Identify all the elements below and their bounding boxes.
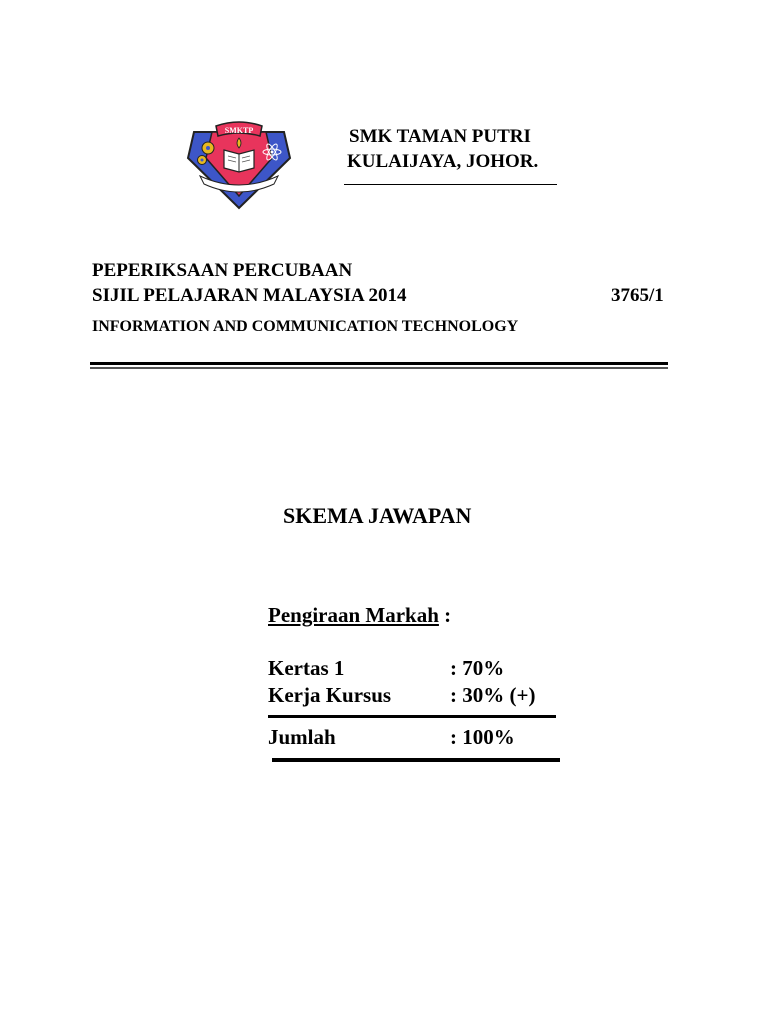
marks-row-label: Kerja Kursus <box>268 683 392 707</box>
marks-row-label: Kertas 1 <box>268 656 345 680</box>
header-divider <box>90 362 668 370</box>
marks-row-value: : 70% <box>450 656 505 680</box>
school-name-underline <box>344 184 557 185</box>
marks-total-value: : 100% <box>450 725 515 749</box>
marks-calculation-heading-text: Pengiraan Markah <box>268 603 439 627</box>
marks-calculation-heading <box>268 603 451 628</box>
exam-title-line-1: PEPERIKSAAN PERCUBAAN <box>92 260 353 281</box>
sum-rule <box>268 715 556 718</box>
marks-row-value: : 30% (+) <box>450 683 536 707</box>
marks-total-label: Jumlah <box>268 725 336 749</box>
paper-code: 3765/1 <box>611 285 664 306</box>
subject-title: INFORMATION AND COMMUNICATION TECHNOLOGY <box>92 318 519 335</box>
school-crest-logo <box>186 118 292 210</box>
answer-scheme-title: SKEMA JAWAPAN <box>283 503 472 528</box>
marks-calculation-heading-colon: : <box>438 603 452 627</box>
total-rule <box>272 758 560 762</box>
school-name-line-2: KULAIJAYA, JOHOR. <box>347 151 539 172</box>
crest-logo-text: SMKTP <box>224 126 254 135</box>
exam-title-line-2: SIJIL PELAJARAN MALAYSIA 2014 <box>92 285 407 306</box>
school-name-line-1: SMK TAMAN PUTRI <box>349 126 531 147</box>
